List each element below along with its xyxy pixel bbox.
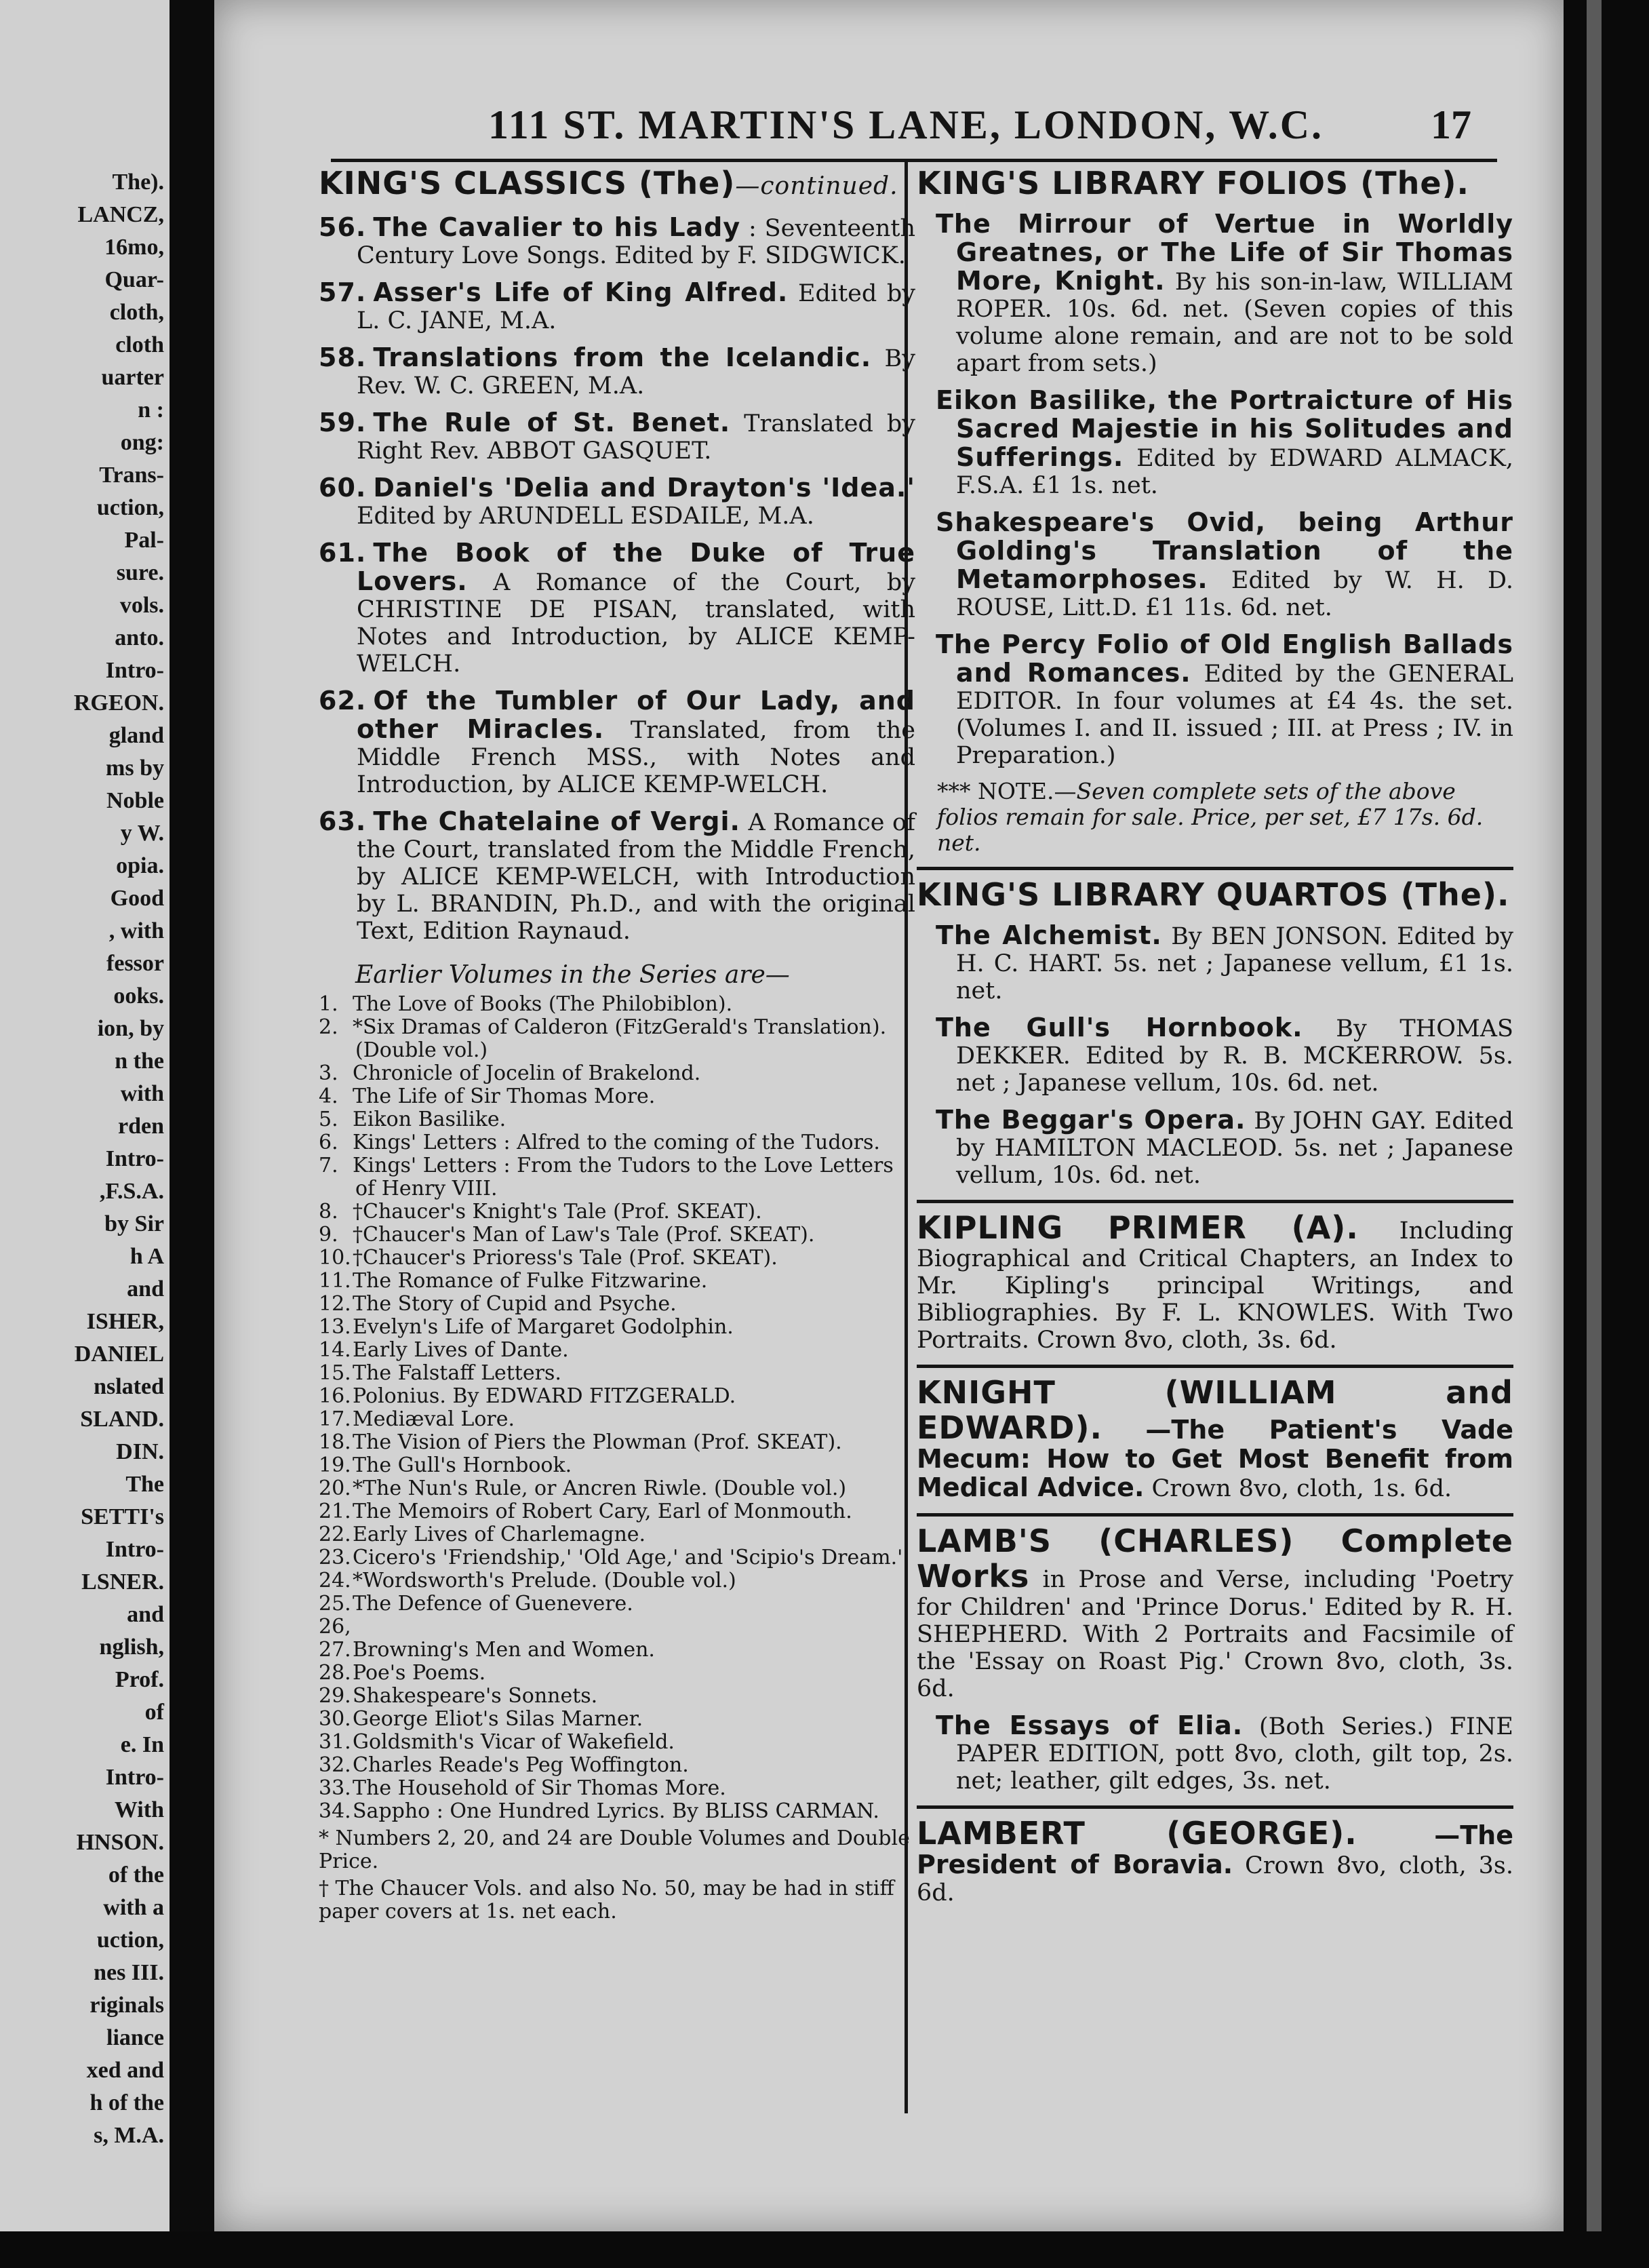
facing-page-text: with	[120, 1081, 164, 1106]
entry-text: A Romance of the Court, translated from the Middle French, by ALICE KEMP-WELCH, with Introduction by L. BRANDIN, Ph.D., and with the original Text, Edition Raynaud.	[357, 809, 915, 945]
earlier-volume-item	[319, 1546, 915, 1569]
facing-page-text: Quar-	[104, 267, 164, 292]
facing-page-text: vols.	[119, 593, 164, 618]
knight-title: —The Patient's Vade Mecum: How to Get Most Benefit from Medical Advice.	[917, 1415, 1513, 1502]
kipling-entry	[917, 1210, 1513, 1354]
footnote-chaucer: † The Chaucer Vols. and also No. 50, may be had in stiff paper covers at 1s. net each.	[319, 1877, 894, 1923]
entry-text: Edited by L. C. JANE, M.A.	[357, 280, 915, 334]
entry-text: A Romance of the Court, by CHRISTINE DE PISAN, translated, with Notes and Introduction, by ALICE KEMP-WELCH.	[357, 569, 915, 678]
volume-number: 7.	[319, 1154, 338, 1177]
entry-title: The Cavalier to his Lady	[373, 212, 741, 242]
earlier-volume-item	[319, 1293, 915, 1316]
facing-page-text: Intro-	[105, 658, 164, 683]
volume-title: *Wordsworth's Prelude. (Double vol.)	[353, 1569, 736, 1592]
earlier-volume-item	[319, 1247, 915, 1270]
facing-page-text: RGEON.	[73, 690, 164, 716]
volume-title: The Story of Cupid and Psyche.	[353, 1292, 677, 1316]
classics-entry	[319, 687, 915, 798]
volume-number: 21.	[319, 1500, 351, 1523]
continued-label: —continued.	[735, 172, 898, 200]
facing-page-text: Noble	[106, 788, 164, 813]
facing-page-text: With	[114, 1797, 164, 1822]
lamb-heading: LAMB'S (CHARLES) Complete Works	[917, 1523, 1513, 1595]
volume-number: 23.	[319, 1546, 351, 1569]
lambert-rest: Crown 8vo, cloth, 3s. 6d.	[917, 1852, 1513, 1907]
elia-title: The Essays of Elia.	[936, 1710, 1244, 1740]
folios-note	[917, 779, 1513, 856]
facing-page-text: cloth	[115, 332, 164, 357]
entry-title: Shakespeare's Ovid, being Arthur Golding's Translation of the Metamorphoses.	[936, 507, 1513, 594]
earlier-volume-item	[319, 1500, 915, 1523]
facing-page-text: Prof.	[115, 1667, 164, 1692]
volume-title: Evelyn's Life of Margaret Godolphin.	[353, 1315, 734, 1339]
volume-number: 24.	[319, 1569, 351, 1592]
facing-page-text: anto.	[115, 625, 164, 650]
knight-rest: Crown 8vo, cloth, 1s. 6d.	[1151, 1475, 1452, 1502]
facing-page-text: Intro-	[105, 1146, 164, 1171]
earlier-volume-item	[319, 1200, 915, 1224]
entry-text: Translated, from the Middle French MSS., with Notes and Introduction, by ALICE KEMP-WELCH.	[357, 717, 915, 798]
earlier-volume-item	[319, 993, 915, 1016]
facing-page-text: h A	[130, 1244, 164, 1269]
facing-page-text: HNSON.	[76, 1830, 164, 1855]
facing-page-text: ooks.	[113, 983, 164, 1009]
left-column	[319, 165, 915, 1923]
facing-page-text: by Sir	[104, 1211, 164, 1236]
facing-page-text: nglish,	[99, 1635, 164, 1660]
dark-border-right	[1564, 0, 1649, 2268]
classics-entries	[319, 214, 915, 945]
facing-page-text: n :	[138, 397, 164, 423]
entry-text: Edited by ARUNDELL ESDAILE, M.A.	[357, 503, 814, 530]
volume-title: †Chaucer's Knight's Tale (Prof. SKEAT).	[353, 1200, 762, 1224]
facing-page-text: SLAND.	[80, 1407, 164, 1432]
entry-title: The Percy Folio of Old English Ballads and Romances.	[936, 629, 1513, 688]
volume-number: 13.	[319, 1315, 351, 1339]
facing-page-text: 16mo,	[104, 235, 164, 260]
facing-page-fragment	[0, 0, 170, 2231]
lamb-text: in Prose and Verse, including 'Poetry for Children' and 'Prince Dorus.' Edited by R. H. SHEPHERD. With 2 Portraits and Facsimile of the 'Essay on Roast Pig.' Crown 8vo, cloth, 3s. 6d.	[917, 1566, 1513, 1702]
facing-page-text: Good	[110, 886, 164, 911]
section-folios	[917, 165, 1513, 856]
facing-page-text: Pal-	[124, 528, 164, 553]
classics-entry	[319, 474, 915, 530]
lambert-heading: LAMBERT (GEORGE).	[917, 1815, 1357, 1852]
volume-title: Cicero's 'Friendship,' 'Old Age,' and 'Scipio's Dream.'	[353, 1546, 903, 1569]
volume-title: †Chaucer's Prioress's Tale (Prof. SKEAT).	[353, 1246, 778, 1270]
volume-title: Chronicle of Jocelin of Brakelond.	[353, 1061, 701, 1085]
facing-page-text: s, M.A.	[94, 2123, 164, 2148]
volume-number: 4.	[319, 1084, 338, 1108]
facing-page-text: n the	[115, 1049, 164, 1074]
earlier-volume-item	[319, 1224, 915, 1247]
entry-title: The Chatelaine of Vergi.	[373, 806, 740, 836]
volume-title: Goldsmith's Vicar of Wakefield.	[353, 1730, 675, 1754]
facing-page-text: The).	[112, 170, 164, 195]
earlier-volume-item	[319, 1592, 915, 1616]
facing-page-text: and	[127, 1602, 164, 1627]
earlier-volume-item	[319, 1062, 915, 1085]
volume-title: Early Lives of Charlemagne.	[353, 1523, 646, 1546]
lambert-entry	[917, 1816, 1513, 1907]
volume-number: 19.	[319, 1453, 351, 1477]
entry-number: 63.	[319, 806, 367, 836]
entry-text: By Rev. W. C. GREEN, M.A.	[357, 345, 915, 399]
volume-number: 6.	[319, 1131, 338, 1154]
classics-entry	[319, 214, 915, 269]
volume-title: Browning's Men and Women.	[353, 1638, 655, 1662]
entry-title: Asser's Life of King Alfred.	[373, 277, 789, 307]
facing-page-text: cloth,	[109, 300, 164, 325]
note-text: Seven complete sets of the above folios remain for sale. Price, per set, £7 17s. 6d. net.	[937, 778, 1484, 856]
entry-text: Edited by EDWARD ALMACK, F.S.A. £1 1s. net.	[956, 445, 1513, 499]
entry-text: Translated by Right Rev. ABBOT GASQUET.	[357, 410, 915, 465]
volume-title: Shakespeare's Sonnets.	[353, 1684, 598, 1708]
entry-number: 60.	[319, 473, 367, 503]
entry-title: Translations from the Icelandic.	[373, 343, 872, 372]
facing-page-text: sure.	[116, 560, 164, 585]
volume-title: Eikon Basilike.	[353, 1108, 506, 1131]
earlier-volume-item	[319, 1339, 915, 1362]
volume-title: Kings' Letters : From the Tudors to the Love Letters of Henry VIII.	[353, 1154, 894, 1200]
earlier-volume-item	[319, 1316, 915, 1339]
entry-title: The Beggar's Opera.	[936, 1105, 1246, 1135]
volume-title: The Household of Sir Thomas More.	[353, 1776, 726, 1800]
section-lamb	[917, 1513, 1513, 1795]
volume-number: 28.	[319, 1661, 351, 1685]
elia-entry	[917, 1712, 1513, 1795]
earlier-volume-item	[319, 1685, 915, 1708]
entry-number: 62.	[319, 686, 367, 716]
entry-number: 57.	[319, 277, 367, 307]
volume-number: 18.	[319, 1430, 351, 1454]
entry-text: Edited by W. H. D. ROUSE, Litt.D. £1 11s. 6d. net.	[956, 567, 1513, 621]
earlier-volume-item	[319, 1800, 915, 1823]
page-edge	[1587, 0, 1602, 2268]
volume-number: 34.	[319, 1799, 351, 1823]
volume-number: 30.	[319, 1707, 351, 1731]
facing-page-text: opia.	[116, 853, 164, 878]
earlier-volume-item	[319, 1616, 915, 1662]
volume-number: 1.	[319, 992, 338, 1016]
volume-number: 9.	[319, 1223, 338, 1247]
facing-page-text: LANCZ,	[77, 202, 164, 227]
note-label: *** NOTE.—	[937, 778, 1077, 804]
volume-title: George Eliot's Silas Marner.	[353, 1707, 643, 1731]
volume-number: 10.	[319, 1246, 351, 1270]
running-header	[278, 102, 1471, 156]
volume-title: Sappho : One Hundred Lyrics. By BLISS CARMAN.	[353, 1799, 879, 1823]
volume-title: *The Nun's Rule, or Ancren Riwle. (Double vol.)	[353, 1477, 847, 1500]
footnote-double: * Numbers 2, 20, and 24 are Double Volumes and Double Price.	[319, 1826, 910, 1873]
volume-number: 20.	[319, 1477, 351, 1500]
section-knight	[917, 1365, 1513, 1502]
section-kipling	[917, 1200, 1513, 1354]
facing-page-text: ong:	[120, 430, 164, 455]
facing-page-text: DIN.	[116, 1439, 164, 1464]
quarto-entry	[917, 1106, 1513, 1189]
page-number: 17	[1431, 102, 1471, 147]
elia-rest: (Both Series.) FINE PAPER EDITION, pott 8vo, cloth, gilt top, 2s. net; leather, gilt edges, 3s. net.	[956, 1713, 1513, 1795]
entry-title: Daniel's 'Delia and Drayton's 'Idea.'	[373, 473, 915, 503]
entry-number: 59.	[319, 408, 367, 437]
entry-number: 56.	[319, 212, 367, 242]
volume-title: The Life of Sir Thomas More.	[353, 1084, 656, 1108]
classics-entry	[319, 808, 915, 945]
facing-page-text: Intro-	[105, 1537, 164, 1562]
entry-title: The Gull's Hornbook.	[936, 1013, 1303, 1042]
earlier-volume-item	[319, 1408, 915, 1431]
quarto-entry	[917, 1014, 1513, 1097]
section-heading-folios: KING'S LIBRARY FOLIOS (The).	[917, 165, 1470, 201]
earlier-volume-item	[319, 1477, 915, 1500]
kipling-text: Including Biographical and Critical Chapters, an Index to Mr. Kipling's principal Writings, and Bibliographies. By F. L. KNOWLES. With Two Portraits. Crown 8vo, cloth, 3s. 6d.	[917, 1217, 1513, 1354]
earlier-volume-item	[319, 1569, 915, 1592]
entry-number: 61.	[319, 538, 367, 568]
facing-page-text: , with	[108, 918, 164, 943]
section-lambert	[917, 1805, 1513, 1907]
entry-text: By his son-in-law, WILLIAM ROPER. 10s. 6d. net. (Seven copies of this volume alone remain, and are not to be sold apart from sets.)	[956, 269, 1513, 377]
quarto-entries	[917, 922, 1513, 1189]
entry-title: The Rule of St. Benet.	[373, 408, 731, 437]
volume-number: 33.	[319, 1776, 351, 1800]
section-quartos	[917, 867, 1513, 1189]
earlier-volume-item	[319, 1708, 915, 1731]
classics-entry	[319, 539, 915, 678]
section-title: KING'S CLASSICS (The)	[319, 165, 736, 201]
folio-entries	[917, 210, 1513, 769]
volume-number: 31.	[319, 1730, 351, 1754]
entry-title: The Alchemist.	[936, 920, 1162, 950]
earlier-volumes-list	[319, 993, 915, 1823]
facing-page-text: uarter	[101, 365, 164, 390]
volume-title: *Six Dramas of Calderon (FitzGerald's Translation). (Double vol.)	[353, 1015, 887, 1062]
facing-page-text: gland	[108, 723, 164, 748]
right-column	[917, 165, 1513, 1907]
facing-page-text: uction,	[96, 1928, 164, 1953]
earlier-volume-item	[319, 1270, 915, 1293]
quarto-entry	[917, 922, 1513, 1004]
entry-text: : Seventeenth Century Love Songs. Edited by F. SIDGWICK.	[357, 215, 915, 269]
volume-number: 2.	[319, 1015, 338, 1039]
volume-number: 12.	[319, 1292, 351, 1316]
earlier-volume-item	[319, 1731, 915, 1754]
earlier-volume-item	[319, 1777, 915, 1800]
volume-title: The Vision of Piers the Plowman (Prof. SKEAT).	[353, 1430, 842, 1454]
facing-page-text: ion, by	[97, 1016, 164, 1041]
volume-title: The Memoirs of Robert Cary, Earl of Monmouth.	[353, 1500, 852, 1523]
facing-page-text: ,F.S.A.	[99, 1179, 164, 1204]
volume-number: 8.	[319, 1200, 338, 1224]
volume-title: The Romance of Fulke Fitzwarine.	[353, 1269, 708, 1293]
section-heading-quartos: KING'S LIBRARY QUARTOS (The).	[917, 876, 1510, 913]
knight-entry	[917, 1375, 1513, 1502]
section-heading-kings-classics	[319, 165, 915, 204]
volume-number: 32.	[319, 1753, 351, 1777]
earlier-volume-item	[319, 1754, 915, 1777]
volume-number: 11.	[319, 1269, 351, 1293]
entry-text: By THOMAS DEKKER. Edited by R. B. MCKERROW. 5s. net ; Japanese vellum, 10s. 6d. net.	[956, 1015, 1513, 1097]
earlier-volume-item	[319, 1362, 915, 1385]
lamb-entry	[917, 1523, 1513, 1702]
classics-entry	[319, 344, 915, 399]
earlier-volume-item	[319, 1085, 915, 1108]
entry-text: Edited by the GENERAL EDITOR. In four volumes at £4 4s. the set. (Volumes I. and II. issued ; III. at Press ; IV. in Preparation.)	[956, 661, 1513, 769]
classics-entry	[319, 409, 915, 465]
entry-text: By BEN JONSON. Edited by H. C. HART. 5s. net ; Japanese vellum, £1 1s. net.	[956, 923, 1513, 1004]
folio-entry	[917, 387, 1513, 499]
facing-page-text: Trans-	[99, 463, 164, 488]
earlier-volume-item	[319, 1016, 915, 1062]
lambert-title: —The President of Boravia.	[917, 1820, 1513, 1879]
facing-page-text: nes III.	[94, 1960, 164, 1985]
volume-title: Charles Reade's Peg Woffington.	[353, 1753, 689, 1777]
volume-number: 15.	[319, 1361, 351, 1385]
volume-number: 5.	[319, 1108, 338, 1131]
volume-title: The Defence of Guenevere.	[353, 1592, 633, 1616]
volume-number: 25.	[319, 1592, 351, 1616]
earlier-volume-item	[319, 1154, 915, 1200]
facing-page-text: of	[144, 1700, 164, 1725]
facing-page-text: rden	[118, 1114, 164, 1139]
earlier-volume-item	[319, 1431, 915, 1454]
volume-title: The Love of Books (The Philobiblon).	[353, 992, 733, 1016]
volume-number: 26, 27.	[319, 1615, 351, 1662]
header-rule	[331, 159, 1497, 162]
facing-page-text: h of the	[90, 2090, 164, 2115]
volume-number: 16.	[319, 1384, 351, 1408]
earlier-volume-item	[319, 1108, 915, 1131]
earlier-volume-item	[319, 1385, 915, 1408]
earlier-volume-item	[319, 1523, 915, 1546]
entry-title: The Mirrour of Vertue in Worldly Greatnes, or The Life of Sir Thomas More, Knight.	[936, 209, 1513, 296]
running-title: 111 ST. MARTIN'S LANE, LONDON, W.C.	[488, 102, 1324, 147]
folio-entry	[917, 509, 1513, 621]
dark-border-bottom	[0, 2231, 1649, 2268]
book-gutter	[170, 0, 214, 2231]
entry-text: By JOHN GAY. Edited by HAMILTON MACLEOD. 5s. net ; Japanese vellum, 10s. 6d. net.	[956, 1108, 1513, 1189]
volume-title: Early Lives of Dante.	[353, 1338, 569, 1362]
volume-title: The Falstaff Letters.	[353, 1361, 561, 1385]
volume-title: Poe's Poems.	[353, 1661, 486, 1685]
volume-title: †Chaucer's Man of Law's Tale (Prof. SKEAT).	[353, 1223, 815, 1247]
entry-title: Eikon Basilike, the Portraicture of His Sacred Majestie in his Solitudes and Sufferings.	[936, 385, 1513, 472]
entry-number: 58.	[319, 343, 367, 372]
facing-page-text: e. In	[120, 1732, 164, 1757]
volume-number: 3.	[319, 1061, 338, 1085]
entry-title: Of the Tumbler of Our Lady, and other Miracles.	[357, 686, 915, 744]
volume-title: The Gull's Hornbook.	[353, 1453, 572, 1477]
facing-page-text: xed and	[86, 2058, 164, 2083]
knight-heading: KNIGHT (WILLIAM and EDWARD).	[917, 1374, 1513, 1446]
facing-page-text: DANIEL	[74, 1342, 164, 1367]
facing-page-text: The	[125, 1472, 164, 1497]
facing-page-text: SETTI's	[81, 1504, 164, 1529]
earlier-volumes-heading: Earlier Volumes in the Series are—	[355, 961, 790, 989]
volume-number: 17.	[319, 1407, 351, 1431]
earlier-volume-item	[319, 1662, 915, 1685]
facing-page-text: y W.	[120, 821, 164, 846]
volume-title: Kings' Letters : Alfred to the coming of the Tudors.	[353, 1131, 880, 1154]
volume-title: Polonius. By EDWARD FITZGERALD.	[353, 1384, 736, 1408]
facing-page-text: LSNER.	[81, 1569, 164, 1595]
earlier-volume-item	[319, 1131, 915, 1154]
facing-page-text: with a	[103, 1895, 164, 1920]
facing-page-text: and	[127, 1276, 164, 1302]
facing-page-text: ms by	[106, 756, 164, 781]
volume-number: 29.	[319, 1684, 351, 1708]
kipling-heading: KIPLING PRIMER (A).	[917, 1209, 1359, 1246]
volume-number: 22.	[319, 1523, 351, 1546]
facing-page-text: riginals	[90, 1993, 164, 2018]
earlier-volume-item	[319, 1454, 915, 1477]
facing-page-text: nslated	[94, 1374, 164, 1399]
folio-entry	[917, 210, 1513, 377]
volume-number: 14.	[319, 1338, 351, 1362]
facing-page-text: liance	[106, 2025, 164, 2050]
entry-title: The Book of the Duke of True Lovers.	[357, 538, 915, 596]
facing-page-text: Intro-	[105, 1765, 164, 1790]
folio-entry	[917, 631, 1513, 769]
facing-page-text: fessor	[106, 951, 164, 976]
facing-page-text: of the	[108, 1862, 164, 1888]
classics-entry	[319, 279, 915, 334]
facing-page-text: ISHER,	[86, 1309, 164, 1334]
volume-title: Mediæval Lore.	[353, 1407, 515, 1431]
facing-page-text: uction,	[96, 495, 164, 520]
